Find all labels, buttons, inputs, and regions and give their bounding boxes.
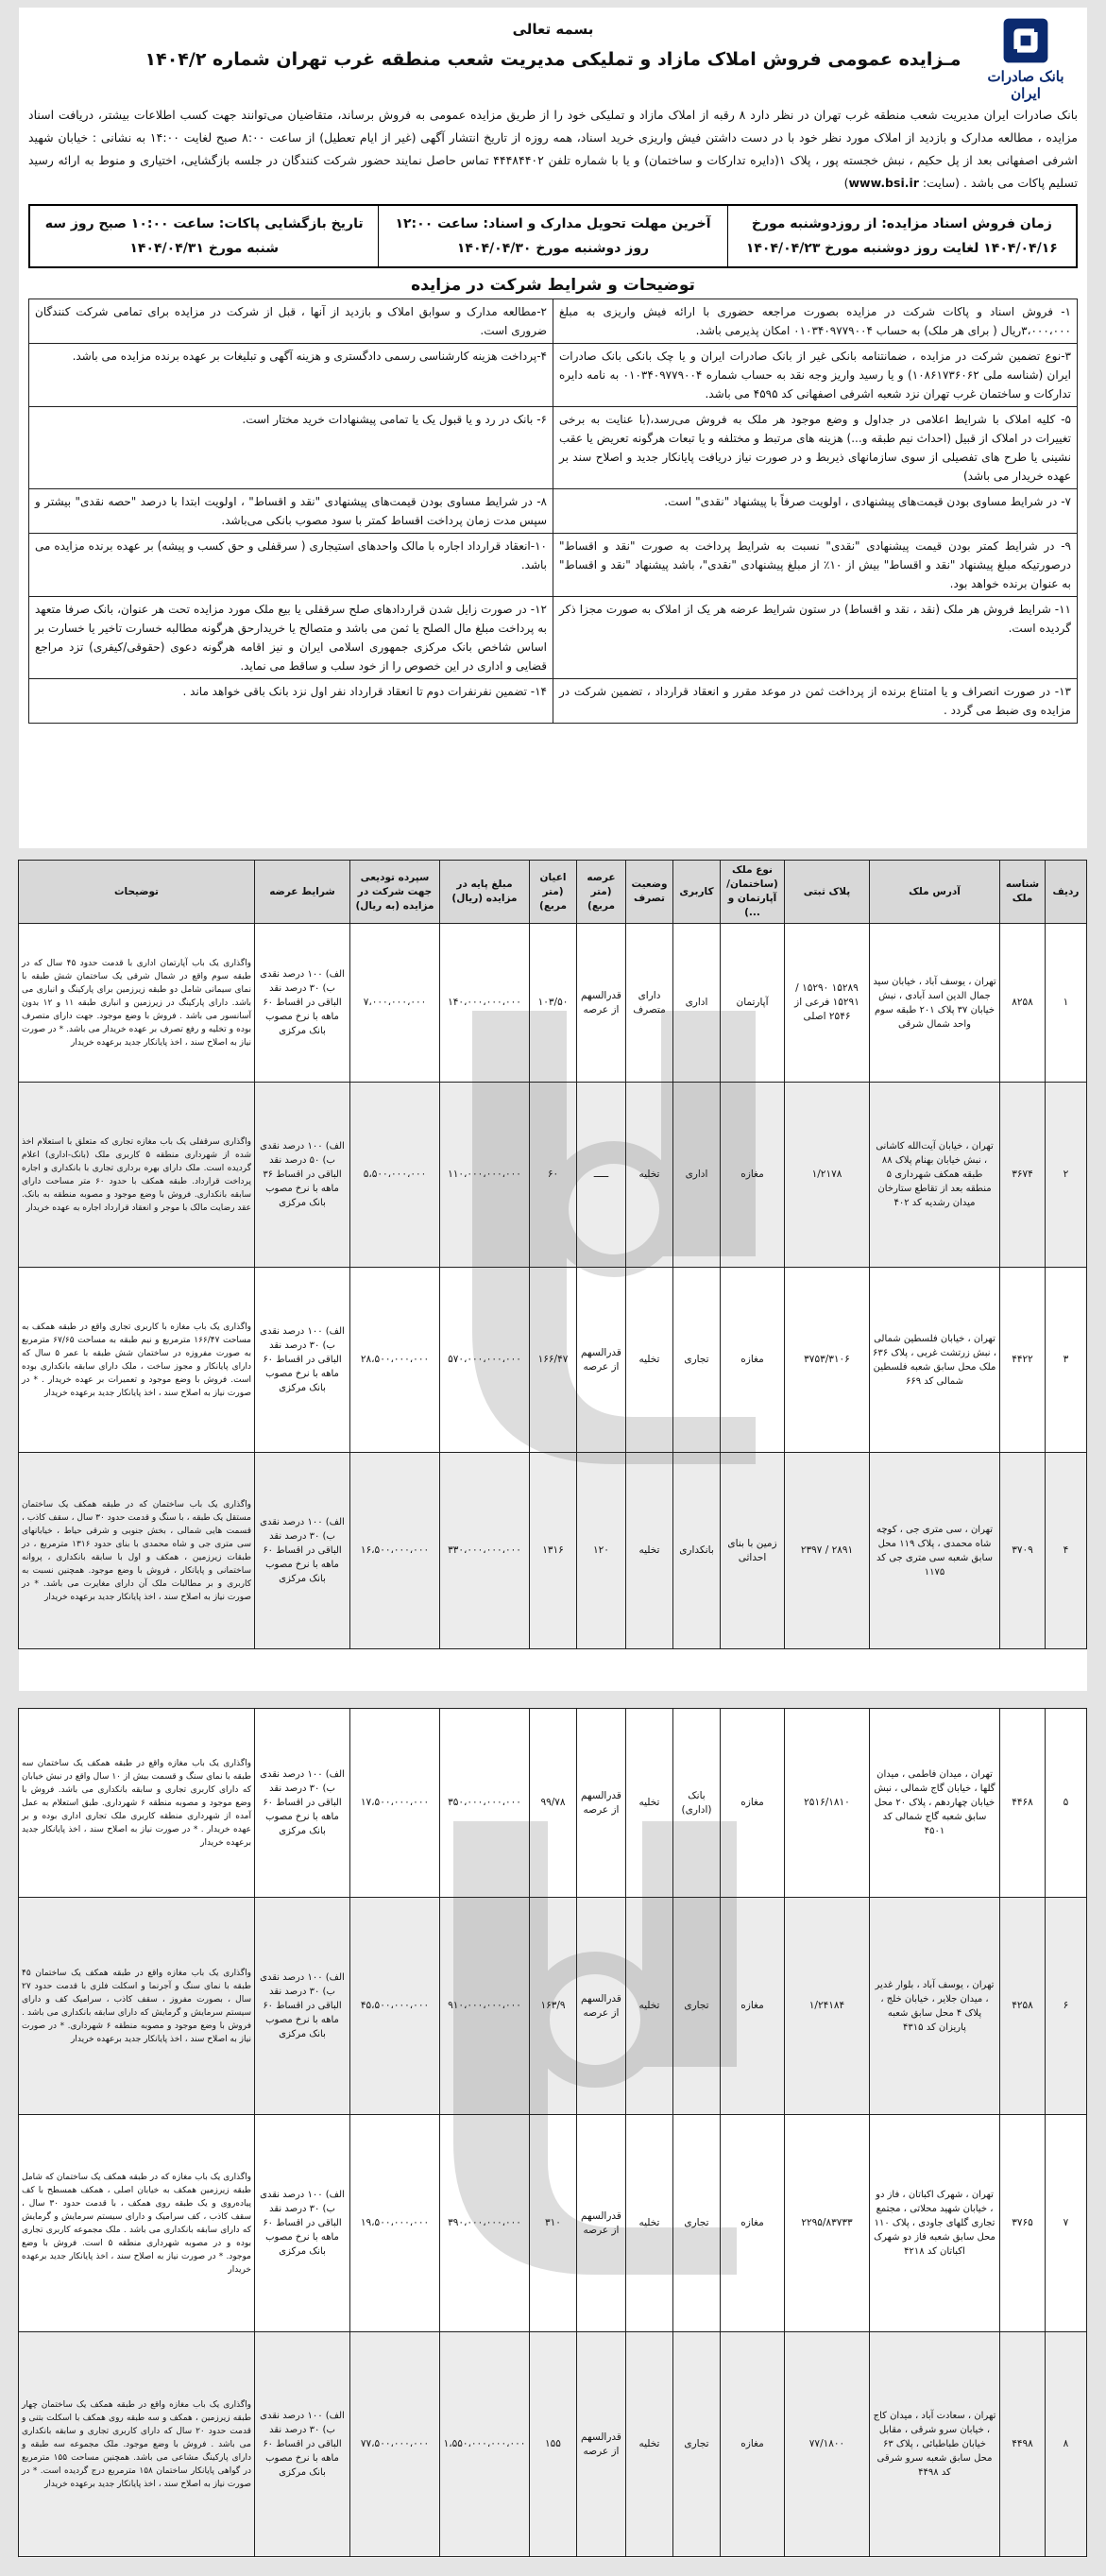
cell-type: زمین با بنای احداثی <box>721 1453 785 1649</box>
cell-land: قدرالسهم از عرصه <box>577 1268 626 1453</box>
column-header: توضیحات <box>19 861 255 924</box>
cell-no: ۶ <box>1046 1898 1087 2115</box>
cell-no: ۵ <box>1046 1709 1087 1898</box>
cell-desc: واگذاری سرقفلی یک باب مغازه تجاری که متعلق با استعلام اخذ شده از شهرداری منطقه ۵ کاربری ملک (بانک-اداری) اعلام گردیده است. ملک دارای بهره برداری تجاری با بانکداری و اجاره پرداخت قرارداد. طبقه همکف با حدود ۶۰ متر مساحت دارای سابقه بانکداری. فروش با وضع موجود و مصوبه منطقه به بانک. عقد رضایت مالک با موجر و انعقاد قرارداد اجاره به عهده خریدار <box>19 1083 255 1268</box>
cell-use: تجاری <box>673 1898 721 2115</box>
cell-plaque: ۲۵۱۶/۱۸۱۰ <box>785 1709 870 1898</box>
page-properties-1 <box>19 860 1087 1691</box>
column-header: شناسه ملک <box>1000 861 1046 924</box>
cell-address: تهران ، خیابان فلسطین شمالی ، نبش زرتشت غربی ، پلاک ۶۳۶ ملک محل سابق شعبه فلسطین شمالی کد ۶۶۹ <box>870 1268 1000 1453</box>
column-header: شرایط عرضه <box>255 861 350 924</box>
cell-plaque: ۷۷/۱۸۰۰ <box>785 2332 870 2557</box>
cell-no: ۱ <box>1046 924 1087 1083</box>
cell-id: ۳۷۰۹ <box>1000 1453 1046 1649</box>
cell-terms: الف) ۱۰۰ درصد نقدی ب) ۳۰ درصد نقد الباقی در اقساط ۶۰ ماهه با نرخ مصوب بانک مرکزی <box>255 1453 350 1649</box>
condition-item: ۳-نوع تضمین شرکت در مزایده ، ضمانتنامه بانکی غیر از بانک صادرات ایران و یا چک بانکی بانک صادرات ایران (شناسه ملی ۱۰۸۶۱۷۳۶۰۶۲) و یا رسید واریز وجه نقد به حساب شماره ۰۱۰۳۴۰۹۷۷۹۰۰۴ به نامه دایره تدارکات و ساختمان غرب تهران نزد شعبه اشرفی اصفهانی کد ۴۵۹۵ می باشد. <box>553 344 1078 407</box>
condition-row <box>29 299 1078 344</box>
table-row <box>19 924 1087 1083</box>
cell-desc: واگذاری یک باب مغازه با کاربری تجاری واقع در طبقه همکف به مساحت ۱۶۶/۴۷ مترمربع و نیم طبقه به مساحت ۶۷/۶۵ مترمربع به صورت مفروزه در ساختمان شش طبقه با عمر ۵ سال که دارای پایانکار و مجوز ساخت ، ملک دارای سابقه بانکداری بوده است. فروش با وضع موجود و تعمیرات بر عهده خریدار . * در صورت نیاز به اصلاح سند ، اخذ پایانکار جدید برعهده خریدار <box>19 1268 255 1453</box>
condition-row <box>29 489 1078 534</box>
table-row <box>19 1453 1087 1649</box>
opening-date: تاریخ بازگشایی پاکات: ساعت ۱۰:۰۰ صبح روز سه شنبه مورخ ۱۴۰۴/۰۴/۳۱ <box>44 216 364 256</box>
column-header: ردیف <box>1046 861 1087 924</box>
cell-deposit: ۴۵،۵۰۰،۰۰۰،۰۰۰ <box>350 1898 440 2115</box>
cell-address: تهران ، شهرک اکباتان ، فاز دو ، خیابان شهید محلاتی ، مجتمع تجاری گلهای جاودی ، پلاک ۱۱۰ محل سابق شعبه فاز دو شهرک اکباتان کد ۴۲۱۸ <box>870 2115 1000 2332</box>
cell-deposit: ۷۷،۵۰۰،۰۰۰،۰۰۰ <box>350 2332 440 2557</box>
cell-deposit: ۱۷،۵۰۰،۰۰۰،۰۰۰ <box>350 1709 440 1898</box>
cell-desc: واگذاری یک باب مغازه واقع در طبقه همکف یک ساختمان سه طبقه با نمای سنگ و قسمت بیش از ۱۰ سال واقع در نبش خیابان که دارای کاربری تجاری و سابقه بانکداری می باشد. فروش با وضع موجود و مصوبه منطقه ۶ شهرداری. طبق استعلام به عمل آمده از شهرداری منطقه کاربری ملک تجاری اداری بوده و بر عهده خریدار . * در صورت نیاز به اصلاح سند ، اخذ پایانکار جدید برعهده خریدار <box>19 1709 255 1898</box>
cell-price: ۵۷۰،۰۰۰،۰۰۰،۰۰۰ <box>440 1268 530 1453</box>
cell-deposit: ۷،۰۰۰،۰۰۰،۰۰۰ <box>350 924 440 1083</box>
cell-plaque: ۳۷۵۳/۳۱۰۶ <box>785 1268 870 1453</box>
cell-desc: واگذاری یک باب مغازه واقع در طبقه همکف یک ساختمان چهار طبقه زیرزمین ، همکف و سه طبقه روی همکف با اسکلت بتنی و قدمت حدود ۲۰ سال که دارای کاربری تجاری و سابقه بانکداری می باشد . فروش با وضع موجود. ملک مجموعه سه طبقه و دارای پارکینگ مشاعی می باشد. همچنین مساحت ۱۵۵ مترمربع در گواهی پایانکار ساختمان ۱۵۸ مترمربع درج گردیده است. * در صورت نیاز به اصلاح سند ، اخذ پایانکار جدید برعهده خریدار <box>19 2332 255 2557</box>
cell-use: تجاری <box>673 2332 721 2557</box>
cell-terms: الف) ۱۰۰ درصد نقدی ب) ۳۰ درصد نقد الباقی در اقساط ۶۰ ماهه با نرخ مصوب بانک مرکزی <box>255 2332 350 2557</box>
submission-deadline: آخرین مهلت تحویل مدارک و اسناد: ساعت ۱۲:۰۰ روز دوشنبه مورخ ۱۴۰۴/۰۴/۳۰ <box>378 206 726 266</box>
table-row <box>19 1268 1087 1453</box>
table-row <box>19 1898 1087 2115</box>
condition-row <box>29 679 1078 724</box>
cell-terms: الف) ۱۰۰ درصد نقدی ب) ۳۰ درصد نقد الباقی در اقساط ۶۰ ماهه با نرخ مصوب بانک مرکزی <box>255 1709 350 1898</box>
table-row <box>19 1709 1087 1898</box>
cell-type: آپارتمان <box>721 924 785 1083</box>
condition-item: ۶- بانک در رد و یا قبول یک یا تمامی پیشنهادات خرید مختار است. <box>29 407 553 489</box>
header <box>28 15 1078 102</box>
condition-item: ۱۰-انعقاد قرارداد اجاره با مالک واحدهای استیجاری ( سرقفلی و حق کسب و پیشه) بر عهده برنده مزایده می باشد. <box>29 534 553 597</box>
timeline-box <box>28 204 1078 268</box>
cell-building: ۱۶۳/۹ <box>530 1898 577 2115</box>
page-title: مـزایده عمومی فروش املاک مازاد و تملیکی مدیریت شعب منطقه غرب تهران شماره ۱۴۰۴/۲ <box>145 49 961 70</box>
cell-land: قدرالسهم از عرصه <box>577 2332 626 2557</box>
page-properties-2 <box>19 1708 1087 2558</box>
cell-desc: واگذاری یک باب مغازه که در طبقه همکف یک ساختمان که شامل طبقه زیرزمین همکف به خیابان اصلی ، همکف همسطح با کف پیاده‌روی و یک طبقه روی همکف ، با قدمت حدود ۳۰ سال ، سقف کاذب ، کف سرامیک و دارای سیستم سرمایش و گرمایش که دارای سابقه بانکداری می باشد . ملک مجموعه کاربری تجاری بوده و در مصوبه شهرداری منطقه ۵ است. فروش با وضع موجود. * در صورت نیاز به اصلاح سند ، اخذ پایانکار جدید برعهده خریدار <box>19 2115 255 2332</box>
cell-desc: واگذاری یک باب مغازه واقع در طبقه همکف یک ساختمان ۴۵ طبقه با نمای سنگ و آجرنما و اسکلت فلزی با قدمت حدود ۲۷ سال ، بصورت مفروز ، سقف کاذب ، سرامیک کف و دارای سیستم سرمایش و گرمایش که دارای سابقه بانکداری می باشد . فروش با وضع موجود و مصوبه منطقه ۶ شهرداری. * در صورت نیاز به اصلاح سند ، اخذ پایانکار جدید برعهده خریدار <box>19 1898 255 2115</box>
cell-deposit: ۱۹،۵۰۰،۰۰۰،۰۰۰ <box>350 2115 440 2332</box>
page-announcement <box>19 8 1087 848</box>
cell-id: ۴۴۹۸ <box>1000 2332 1046 2557</box>
cell-occupancy: تخلیه <box>626 1268 673 1453</box>
column-header: نوع ملک (ساختمان/ آپارتمان و ...) <box>721 861 785 924</box>
cell-use: بانکداری <box>673 1453 721 1649</box>
cell-no: ۴ <box>1046 1453 1087 1649</box>
column-header: پلاک ثبتی <box>785 861 870 924</box>
cell-price: ۱،۵۵۰،۰۰۰،۰۰۰،۰۰۰ <box>440 2332 530 2557</box>
cell-building: ۱۶۶/۴۷ <box>530 1268 577 1453</box>
cell-use: تجاری <box>673 1268 721 1453</box>
cell-type: مغازه <box>721 2115 785 2332</box>
website-link[interactable]: www.bsi.ir <box>848 176 919 190</box>
cell-use: تجاری <box>673 2115 721 2332</box>
cell-occupancy: دارای متصرف <box>626 924 673 1083</box>
cell-id: ۸۲۵۸ <box>1000 924 1046 1083</box>
cell-use: اداری <box>673 924 721 1083</box>
cell-plaque: ۱/۲۱۷۸ <box>785 1083 870 1268</box>
condition-item: ۸- در شرایط مساوی بودن قیمت‌های پیشنهادی "نقد و اقساط" ، اولویت ابتدا با درصد "حصه نقدی" بیشتر و سپس مدت زمان پرداخت اقساط کمتر با سود مصوب بانکی می‌باشد. <box>29 489 553 534</box>
cell-id: ۴۲۵۸ <box>1000 1898 1046 2115</box>
cell-land: ۱۲۰ <box>577 1453 626 1649</box>
cell-price: ۹۱۰،۰۰۰،۰۰۰،۰۰۰ <box>440 1898 530 2115</box>
cell-occupancy: تخلیه <box>626 2332 673 2557</box>
cell-terms: الف) ۱۰۰ درصد نقدی ب) ۳۰ درصد نقد الباقی در اقساط ۶۰ ماهه با نرخ مصوب بانک مرکزی <box>255 924 350 1083</box>
cell-deposit: ۲۸،۵۰۰،۰۰۰،۰۰۰ <box>350 1268 440 1453</box>
cell-no: ۲ <box>1046 1083 1087 1268</box>
condition-item: ۴-پرداخت هزینه کارشناسی رسمی دادگستری و هزینه آگهی و تبلیغات بر عهده برنده مزایده می باشد. <box>29 344 553 407</box>
cell-use: بانک (اداری) <box>673 1709 721 1898</box>
cell-type: مغازه <box>721 1709 785 1898</box>
column-header: مبلغ پایه در مزایده (ریال) <box>440 861 530 924</box>
condition-row <box>29 344 1078 407</box>
cell-land: قدرالسهم از عرصه <box>577 1709 626 1898</box>
cell-address: تهران ، سعادت آباد ، میدان کاج ، خیابان سرو شرقی ، مقابل خیابان طباطبائی ، پلاک ۶۳ محل سابق شعبه سرو شرقی کد ۴۴۹۸ <box>870 2332 1000 2557</box>
cell-terms: الف) ۱۰۰ درصد نقدی ب) ۳۰ درصد نقد الباقی در اقساط ۶۰ ماهه با نرخ مصوب بانک مرکزی <box>255 1268 350 1453</box>
table-row <box>19 2115 1087 2332</box>
cell-address: تهران ، میدان فاطمی ، میدان گلها ، خیابان گاج شمالی ، نبش خیابان چهاردهم ، پلاک ۲۰ محل سابق شعبه گاج شمالی کد ۴۵۰۱ <box>870 1709 1000 1898</box>
cell-building: ۱۳۱۶ <box>530 1453 577 1649</box>
cell-type: مغازه <box>721 2332 785 2557</box>
cell-price: ۱۴۰،۰۰۰،۰۰۰،۰۰۰ <box>440 924 530 1083</box>
cell-land: قدرالسهم از عرصه <box>577 2115 626 2332</box>
cell-address: تهران ، یوسف آباد ، بلوار غدیر ، میدان جلایر ، خیابان خلج ، پلاک ۴ محل سابق شعبه پاریزان کد ۴۳۱۵ <box>870 1898 1000 2115</box>
cell-desc: واگذاری یک باب ساختمان که در طبقه همکف یک ساختمان مستقل یک طبقه ، با سنگ و قدمت حدود ۳۰ سال ، سقف کاذب ، قسمت هایی شمالی ، بخش جنوبی و شرقی حیاط ، خیابانهای سی متری جی و شاه محمدی با بنای حدود ۱۳۱۶ مترمربع ، در طبقات زیرزمین ، همکف و اول با سابقه بانکداری ، پروانه ساختمانی و پایانکار ، فروش با وضع موجود. همچنین نسبت به کاربری و بر مطالبات ملک آن دارای مغایرت می باشد. * در صورت نیاز به اصلاح سند ، اخذ پایانکار جدید برعهده خریدار <box>19 1453 255 1649</box>
condition-item: ۱۳- در صورت انصراف و یا امتناع برنده از پرداخت ثمن در موعد مقرر و انعقاد قرارداد ، تضمین شرکت در مزایده وی ضبط می گردد . <box>553 679 1078 724</box>
condition-item: ۲-مطالعه مدارک و سوابق املاک و بازدید از آنها ، قبل از شرکت در مزایده برای تمامی شرکت کنندگان ضروری است. <box>29 299 553 344</box>
column-header: اعیان (متر مربع) <box>530 861 577 924</box>
cell-terms: الف) ۱۰۰ درصد نقدی ب) ۳۰ درصد نقد الباقی در اقساط ۶۰ ماهه با نرخ مصوب بانک مرکزی <box>255 2115 350 2332</box>
cell-no: ۸ <box>1046 2332 1087 2557</box>
column-header: وضعیت تصرف <box>626 861 673 924</box>
cell-terms: الف) ۱۰۰ درصد نقدی ب) ۳۰ درصد نقد الباقی در اقساط ۶۰ ماهه با نرخ مصوب بانک مرکزی <box>255 1898 350 2115</box>
cell-type: مغازه <box>721 1083 785 1268</box>
cell-building: ۹۹/۷۸ <box>530 1709 577 1898</box>
condition-item: ۹- در شرایط کمتر بودن قیمت پیشنهادی "نقدی" نسبت به شرایط پرداخت به صورت "نقد و اقساط" درصورتیکه مبلغ پیشنهاد "نقد و اقساط" بیش از ۱۰٪ از مبلغ پیشنهادی "نقدی"، باشد پیشنهاد "نقد و اقساط" به عنوان برنده خواهد بود. <box>553 534 1078 597</box>
properties-table-1 <box>18 860 1087 1649</box>
condition-item: ۱۲- در صورت زایل شدن قراردادهای صلح سرقفلی یا بیع ملک مورد مزایده تحت هر عنوان، بانک صرفا متعهد به پرداخت مبلغ مال الصلح یا ثمن می باشد و متصالح یا خریدارحق هرگونه مطالبه خسارت تاخیر یا خسارت بر اساس شاخص بانک مرکزی جمهوری اسلامی ایران و نیز اقامه هرگونه دعوی (حقوقی/کیفری) تزد مراجع قضایی و اداری در این خصوص را از خود سلب و ساقط می نماید. <box>29 597 553 679</box>
bank-name: بانک صادرات ایران <box>987 68 1064 102</box>
cell-address: تهران ، خیابان آیت‌الله کاشانی ، نبش خیابان بهنام پلاک ۸۸ طبقه همکف شهرداری ۵ منطقه بعد از تقاطع ستارخان میدان رشدیه کد ۴۰۲ <box>870 1083 1000 1268</box>
conditions-table <box>28 299 1078 724</box>
cell-price: ۳۳۰،۰۰۰،۰۰۰،۰۰۰ <box>440 1453 530 1649</box>
intro-text: بانک صادرات ایران مدیریت شعب منطقه غرب تهران در نظر دارد ۸ رقبه از املاک مازاد و تملیکی خود را از طریق مزایده عمومی به فروش برساند، متقاضیان می‌توانند جهت کسب اطلاعات بیشتر، دریافت اسناد مزایده ، مطالعه مدارک و بازدید از املاک مورد نظر خود با در دست داشتن فیش واریزی خرید اسناد، همه روزه از تاریخ انتشار آگهی (غیر از ایام تعطیل) از ساعت ۸:۰۰ صبح لغایت ۱۴:۰۰ به نشانی : خیابان شهید اشرفی اصفهانی بعد از پل حکیم ، نبش خجسته پور ، پلاک ۱(دایره تدارکات و ساختمان) و یا با شماره تلفن ۴۴۴۸۴۴۰۲ تماس حاصل نمایند حضور شرکت کنندگان در جلسه بازگشایی، اختیاری و منوط به ارائه رسید تسلیم پاکات می باشد . (سایت: <box>28 108 1078 190</box>
cell-occupancy: تخلیه <box>626 1898 673 2115</box>
column-header: آدرس ملک <box>870 861 1000 924</box>
cell-land: ـــــ <box>577 1083 626 1268</box>
condition-item: ۱۱- شرایط فروش هر ملک (نقد ، نقد و اقساط) در ستون شرایط عرضه هر یک از املاک به صورت مجزا ذکر گردیده است. <box>553 597 1078 679</box>
cell-occupancy: تخلیه <box>626 2115 673 2332</box>
cell-address: تهران ، یوسف آباد ، خیابان سید جمال الدین اسد آبادی ، نبش خیابان ۳۷ پلاک ۲۰۱ طبقه سوم واحد شمال شرقی <box>870 924 1000 1083</box>
cell-type: مغازه <box>721 1898 785 2115</box>
cell-price: ۳۹۰،۰۰۰،۰۰۰،۰۰۰ <box>440 2115 530 2332</box>
cell-occupancy: تخلیه <box>626 1083 673 1268</box>
bank-logo <box>974 15 1078 102</box>
column-header: کاربری <box>673 861 721 924</box>
cell-land: قدرالسهم از عرصه <box>577 924 626 1083</box>
properties-table-2 <box>18 1708 1087 2557</box>
cell-building: ۳۱۰ <box>530 2115 577 2332</box>
sale-period: زمان فروش اسناد مزایده: از روزدوشنبه مورخ ۱۴۰۴/۰۴/۱۶ لغایت روز دوشنبه مورخ ۱۴۰۴/۰۴/۲۳ <box>727 206 1076 266</box>
conditions-title: توضیحات و شرایط شرکت در مزایده <box>411 276 695 295</box>
cell-plaque: ۲۲۹۵/۸۳۷۳۳ <box>785 2115 870 2332</box>
column-header: سپرده تودیعی جهت شرکت در مزایده (به ریال) <box>350 861 440 924</box>
cell-deposit: ۵،۵۰۰،۰۰۰،۰۰۰ <box>350 1083 440 1268</box>
cell-no: ۷ <box>1046 2115 1087 2332</box>
cell-id: ۳۶۷۴ <box>1000 1083 1046 1268</box>
cell-plaque: ۲۸۹۱ / ۲۳۹۷ <box>785 1453 870 1649</box>
condition-item: ۱۴- تضمین نفرنفرات دوم تا انعقاد قرارداد نفر اول نزد بانک باقی خواهد ماند . <box>29 679 553 724</box>
cell-building: ۱۰۳/۵۰ <box>530 924 577 1083</box>
condition-row <box>29 407 1078 489</box>
cell-no: ۳ <box>1046 1268 1087 1453</box>
cell-address: تهران ، سی متری جی ، کوچه شاه محمدی ، پلاک ۱۱۹ محل سابق شعبه سی متری جی کد ۱۱۷۵ <box>870 1453 1000 1649</box>
cell-land: قدرالسهم از عرصه <box>577 1898 626 2115</box>
cell-plaque: ۱۵۲۸۹ ۱۵۲۹۰ / ۱۵۲۹۱ فرعی از ۲۵۴۶ اصلی <box>785 924 870 1083</box>
condition-item: ۵- کلیه املاک با شرایط اعلامی در جداول و وضع موجود هر ملک به فروش می‌رسد،(با عنایت به برخی تغییرات در املاک از قبیل (احداث نیم طبقه و...) هزینه های مرتبط و مختلفه و یا تبعات هرگونه تعریض یا عقب نشینی یا طرح های تفصیلی از سوی سازمانهای ذیربط و در صورت نیاز دریافت پایانکار جدید و اصلاح سند بر عهده خریدار می باشد) <box>553 407 1078 489</box>
intro-paragraph: بانک صادرات ایران مدیریت شعب منطقه غرب تهران در نظر دارد ۸ رقبه از املاک مازاد و تملیکی خود را از طریق مزایده عمومی به فروش برساند، متقاضیان می‌توانند جهت کسب اطلاعات بیشتر، دریافت اسناد مزایده ، مطالعه مدارک و بازدید از املاک مورد نظر خود با در دست داشتن فیش واریزی خرید اسناد، همه روزه از تاریخ انتشار آگهی (غیر از ایام تعطیل) از ساعت ۸:۰۰ صبح لغایت ۱۴:۰۰ به نشانی : خیابان شهید اشرفی اصفهانی بعد از پل حکیم ، نبش خجسته پور ، پلاک ۱(دایره تدارکات و ساختمان) و یا با شماره تلفن ۴۴۴۸۴۴۰۲ تماس حاصل نمایند حضور شرکت کنندگان در جلسه بازگشایی، اختیاری و منوط به ارائه رسید تسلیم پاکات می باشد . (سایت: www.bsi.ir) <box>28 108 1078 190</box>
cell-building: ۱۵۵ <box>530 2332 577 2557</box>
cell-use: اداری <box>673 1083 721 1268</box>
condition-row <box>29 534 1078 597</box>
cell-price: ۳۵۰،۰۰۰،۰۰۰،۰۰۰ <box>440 1709 530 1898</box>
cell-occupancy: تخلیه <box>626 1709 673 1898</box>
table-row <box>19 2332 1087 2557</box>
cell-deposit: ۱۶،۵۰۰،۰۰۰،۰۰۰ <box>350 1453 440 1649</box>
bank-emblem-icon <box>1000 15 1051 66</box>
condition-item: ۷- در شرایط مساوی بودن قیمت‌های پیشنهادی ، اولویت صرفاً با پیشنهاد "نقدی" است. <box>553 489 1078 534</box>
condition-item: ۱- فروش اسناد و پاکات شرکت در مزایده بصورت مراجعه حضوری با ارائه فیش واریزی به مبلغ ۳،۰۰۰،۰۰۰ریال ( برای هر ملک) به حساب ۰۱۰۳۴۰۹۷۷۹۰۰۴ امکان پذیرمی باشد. <box>553 299 1078 344</box>
table-header-row <box>19 861 1087 924</box>
cell-terms: الف) ۱۰۰ درصد نقدی ب) ۵۰ درصد نقد الباقی در اقساط ۳۶ ماهه با نرخ مصوب بانک مرکزی <box>255 1083 350 1268</box>
basmala: بسمه تعالی <box>512 21 594 38</box>
cell-occupancy: تخلیه <box>626 1453 673 1649</box>
cell-price: ۱۱۰،۰۰۰،۰۰۰،۰۰۰ <box>440 1083 530 1268</box>
cell-id: ۴۴۲۲ <box>1000 1268 1046 1453</box>
cell-id: ۴۴۶۸ <box>1000 1709 1046 1898</box>
cell-desc: واگذاری یک باب آپارتمان اداری با قدمت حدود ۴۵ سال که در طبقه سوم واقع در شمال شرقی یک ساختمان شش طبقه با نمای سیمانی شامل دو طبقه زیرزمین برای پارکینگ و انباری می باشد. دارای پارکینگ در زیرزمین و انباری طبقه ۱۱ و ۱۲ بدون آسانسور می باشد . فروش با وضع موجود. جهت دارای متصرف بوده و تخلیه و رفع تصرف بر عهده خریدار می باشد. * در صورت نیاز به اصلاح سند ، اخذ پایانکار جدید برعهده خریدار <box>19 924 255 1083</box>
cell-plaque: ۱/۲۴۱۸۴ <box>785 1898 870 2115</box>
condition-row <box>29 597 1078 679</box>
cell-id: ۳۷۶۵ <box>1000 2115 1046 2332</box>
cell-building: ۶۰ <box>530 1083 577 1268</box>
cell-type: مغازه <box>721 1268 785 1453</box>
table-row <box>19 1083 1087 1268</box>
column-header: عرصه (متر مربع) <box>577 861 626 924</box>
